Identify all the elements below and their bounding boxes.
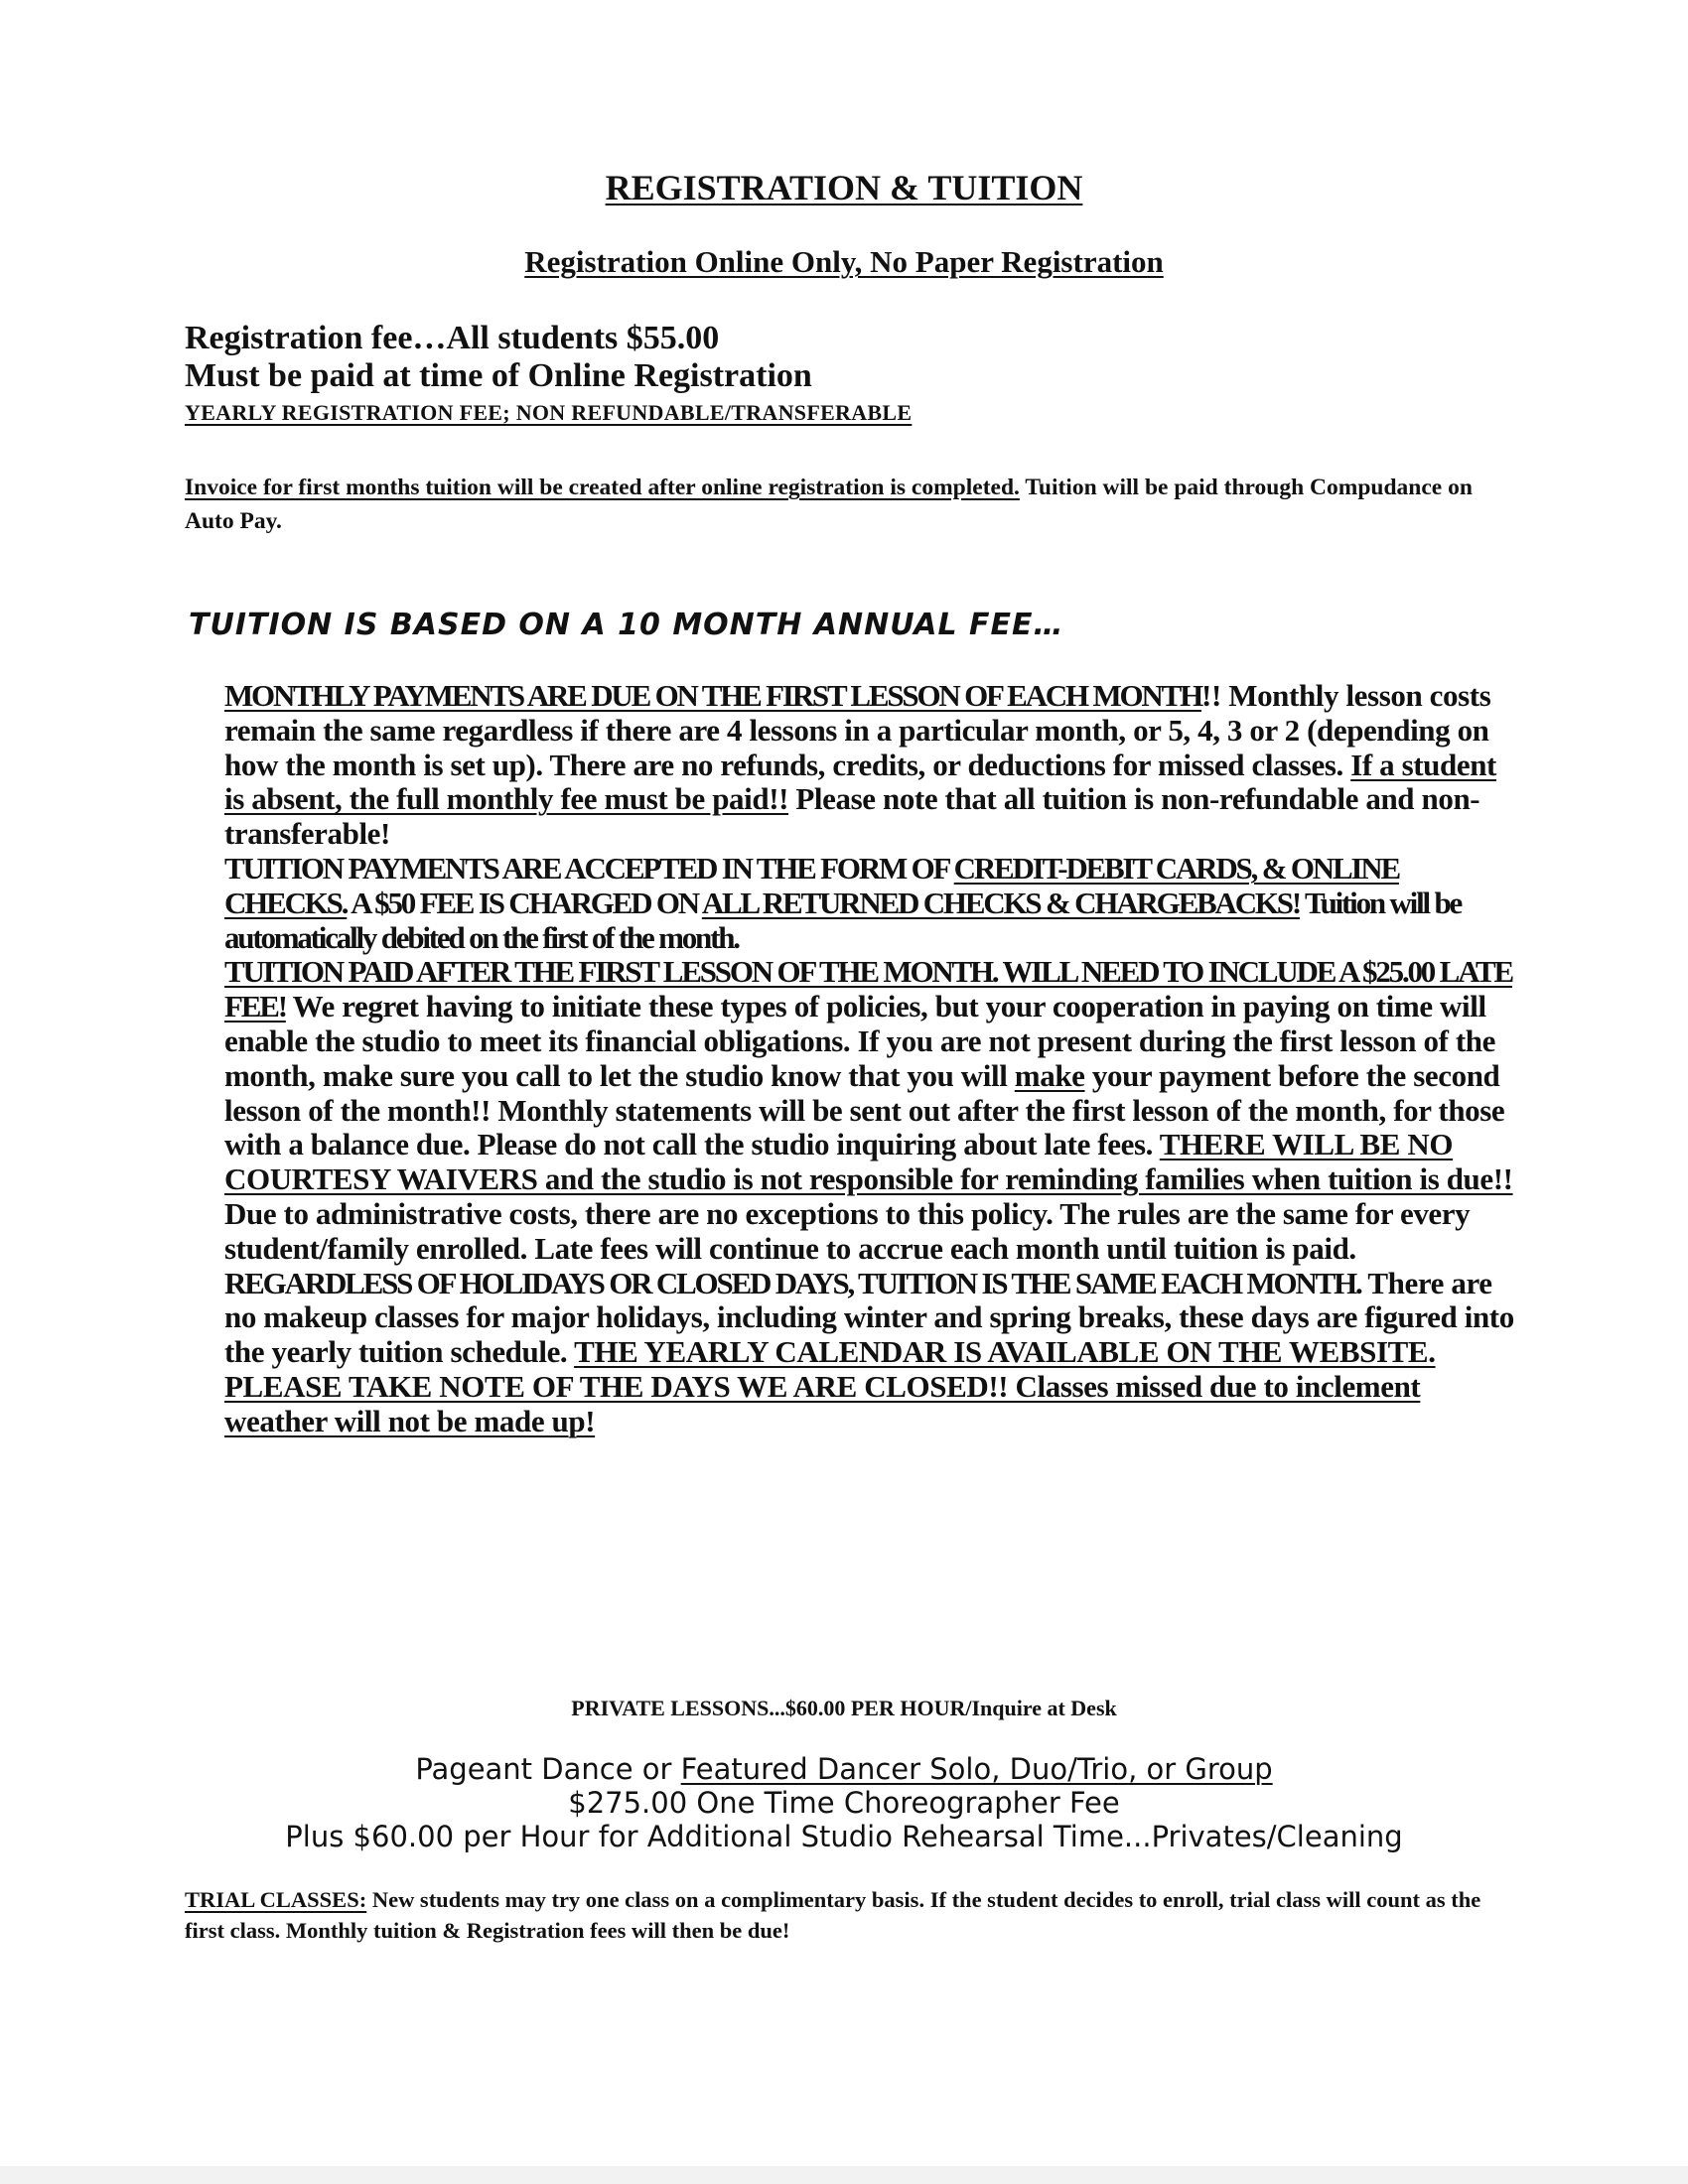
policy-paragraph-3 — [185, 955, 1515, 1266]
policy-p3-make: make — [1014, 1057, 1085, 1093]
policy-p2-fee-u: ALL RETURNED CHECKS & CHARGEBACKS! — [701, 885, 1300, 920]
policy-p2-fee-a: A $50 FEE IS CHARGED ON — [347, 885, 702, 920]
tuition-policy — [185, 679, 1515, 1439]
policy-p3-end: Due to administrative costs, there are no exceptions to this policy. The rules are the same for every student/family enrolled. Late fees will continue to accrue each month until tuition is paid. — [224, 1195, 1471, 1266]
trial-classes — [185, 1884, 1515, 1946]
policy-p4-heading: REGARDLESS OF HOLIDAYS OR CLOSED DAYS, TUITION IS THE SAME EACH MONTH. — [224, 1265, 1361, 1300]
policy-p3-text-b: your payment before the second lesson of the month!! Monthly statements will be sent out after the first lesson of the month, for those with a balance due. Please do not call the studio inquiring about late fees. — [224, 1057, 1505, 1162]
policy-p1-underlined: If a student is absent, the full monthly fee must be paid!! — [224, 747, 1496, 817]
policy-p2-end: Tuition will be automatically debited on the first of the month. — [224, 885, 1462, 955]
policy-p1-text: Monthly lesson costs remain the same regardless if there are 4 lessons in a particular month, or 5, 4, 3 or 2 (depending on how the month is set up). There are no refunds, credits, or deductions for missed classes. — [224, 678, 1491, 782]
policy-p1-end: Please note that all tuition is non-refundable and non-transferable! — [224, 781, 1480, 852]
policy-p1-heading: MONTHLY PAYMENTS ARE DUE ON THE FIRST LESSON OF EACH MONTH — [224, 678, 1202, 713]
pageant-line-3: Plus $60.00 per Hour for Additional Studio Rehearsal Time...Privates/Cleaning — [285, 1820, 1403, 1853]
policy-p4-underlined: THE YEARLY CALENDAR IS AVAILABLE ON THE WEBSITE. PLEASE TAKE NOTE OF THE DAYS WE ARE CLOSED!! Classes missed due to inclement weather will not be made up! — [224, 1334, 1436, 1438]
policy-p3-underlined2: THERE WILL BE NO COURTESY WAIVERS and the studio is not responsible for reminding families when tuition is due!! — [224, 1127, 1513, 1197]
trial-label: TRIAL CLASSES: — [185, 1887, 367, 1912]
policy-paragraph-4 — [185, 1267, 1515, 1439]
policy-p2-heading: TUITION PAYMENTS ARE ACCEPTED IN THE FORM OF — [224, 850, 954, 886]
policy-paragraph-1 — [185, 679, 1515, 852]
policy-p1-bang: !! — [1201, 678, 1221, 713]
invoice-underlined: Invoice for first months tuition will be created after online registration is completed. — [185, 475, 1020, 500]
pageant-line-1-a: Pageant Dance or — [415, 1752, 681, 1786]
invoice-note — [185, 471, 1505, 538]
invoice-rest: Tuition will be paid through Compudance on Auto Pay. — [185, 475, 1473, 534]
policy-p3-underlined: TUITION PAID AFTER THE FIRST LESSON OF THE MONTH. WILL NEED TO INCLUDE A $25.00 LATE FEE! — [224, 954, 1512, 1024]
trial-text: New students may try one class on a complimentary basis. If the student decides to enroll, trial class will count as the first class. Monthly tuition & Registration fees will then be due! — [185, 1887, 1481, 1943]
private-lessons: PRIVATE LESSONS...$60.00 PER HOUR/Inquire at Desk — [571, 1696, 1117, 1720]
pageant-line-2: $275.00 One Time Choreographer Fee — [568, 1786, 1120, 1820]
scan-edge-shade — [0, 2166, 1688, 2184]
registration-must-line: Must be paid at time of Online Registration — [185, 357, 812, 394]
policy-paragraph-2 — [185, 852, 1515, 955]
registration-yearly-line: YEARLY REGISTRATION FEE; NON REFUNDABLE/TRANSFERABLE — [185, 400, 913, 425]
pageant-line-1-u: Featured Dancer Solo, Duo/Trio, or Group — [680, 1752, 1273, 1786]
policy-p2-underlined: CREDIT-DEBIT CARDS, & ONLINE CHECKS. — [224, 850, 1399, 920]
page-subtitle: Registration Online Only, No Paper Registration — [524, 244, 1164, 279]
registration-fee-line: Registration fee…All students $55.00 — [185, 320, 720, 356]
pageant-section — [0, 1752, 1688, 1853]
policy-p4-text: There are no makeup classes for major holidays, including winter and spring breaks, these days are figured into the yearly tuition schedule. — [224, 1265, 1514, 1370]
page-title: REGISTRATION & TUITION — [605, 168, 1083, 207]
policy-p3-text-a: We regret having to initiate these types of policies, but your cooperation in paying on time will enable the studio to meet its financial obligations. If you are not present during the first lesson of the month, make sure you call to let the studio know that you will — [224, 989, 1495, 1093]
pageant-line-1 — [0, 1752, 1688, 1786]
tuition-heading: TUITION IS BASED ON A 10 MONTH ANNUAL FEE… — [189, 608, 1064, 642]
